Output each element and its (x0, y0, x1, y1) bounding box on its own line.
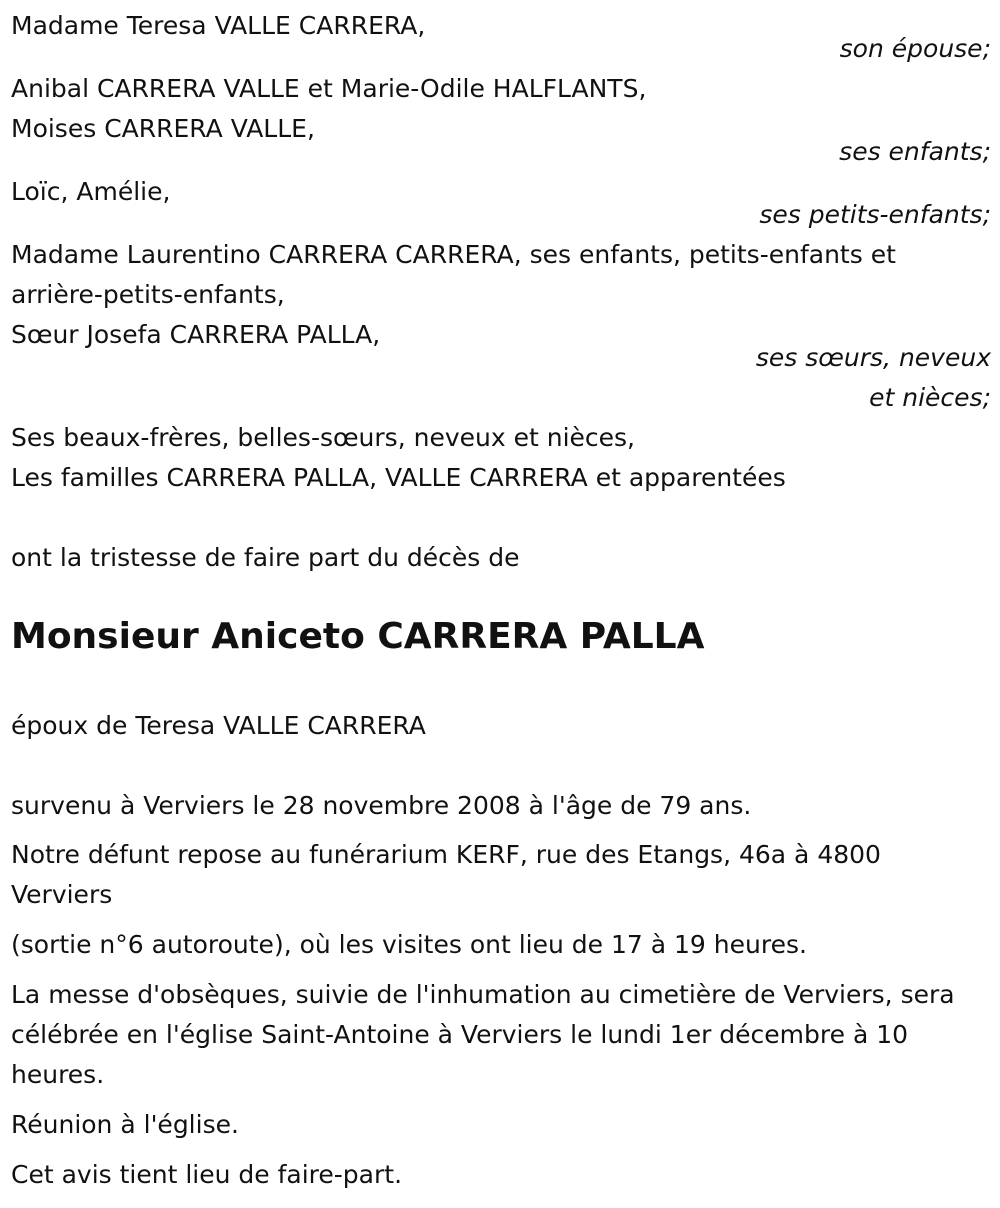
meeting-info: Réunion à l'église. (11, 1110, 239, 1139)
inlaws-line: Ses beaux-frères, belles-sœurs, neveux et nièces, (11, 423, 635, 452)
spouse-role: son épouse; (839, 34, 991, 63)
children-role: ses enfants; (839, 137, 991, 166)
announcement-intro: ont la tristesse de faire part du décès de (11, 543, 520, 572)
siblings-line-1: Madame Laurentino CARRERA CARRERA, ses enfants, petits-enfants et arrière-petits-enfants, (11, 240, 896, 309)
funeral-info: La messe d'obsèques, suivie de l'inhumation au cimetière de Verviers, sera célébrée en l'église Saint-Antoine à Verviers le lundi 1er décembre à 10 heures. (11, 980, 955, 1089)
siblings-role-line-2: et nièces; (869, 383, 991, 412)
grandchildren-names: Loïc, Amélie, (11, 177, 171, 206)
notice-info: Cet avis tient lieu de faire-part. (11, 1160, 403, 1189)
children-line-1: Anibal CARRERA VALLE et Marie-Odile HALFLANTS, (11, 74, 647, 103)
siblings-line-2: Sœur Josefa CARRERA PALLA, (11, 320, 381, 349)
spouse-of: époux de Teresa VALLE CARRERA (11, 711, 426, 740)
children-line-2: Moises CARRERA VALLE, (11, 114, 315, 143)
visits-info: (sortie n°6 autoroute), où les visites ont lieu de 17 à 19 heures. (11, 930, 807, 959)
deceased-name: Monsieur Aniceto CARRERA PALLA (11, 616, 705, 657)
spouse-name: Madame Teresa VALLE CARRERA, (11, 11, 426, 40)
repose-info: Notre défunt repose au funérarium KERF, rue des Etangs, 46a à 4800 Verviers (11, 840, 881, 909)
siblings-role-line-1: ses sœurs, neveux (755, 343, 991, 372)
families-line: Les familles CARRERA PALLA, VALLE CARRERA et apparentées (11, 463, 786, 492)
death-info: survenu à Verviers le 28 novembre 2008 à l'âge de 79 ans. (11, 791, 752, 820)
grandchildren-role: ses petits-enfants; (759, 200, 991, 229)
